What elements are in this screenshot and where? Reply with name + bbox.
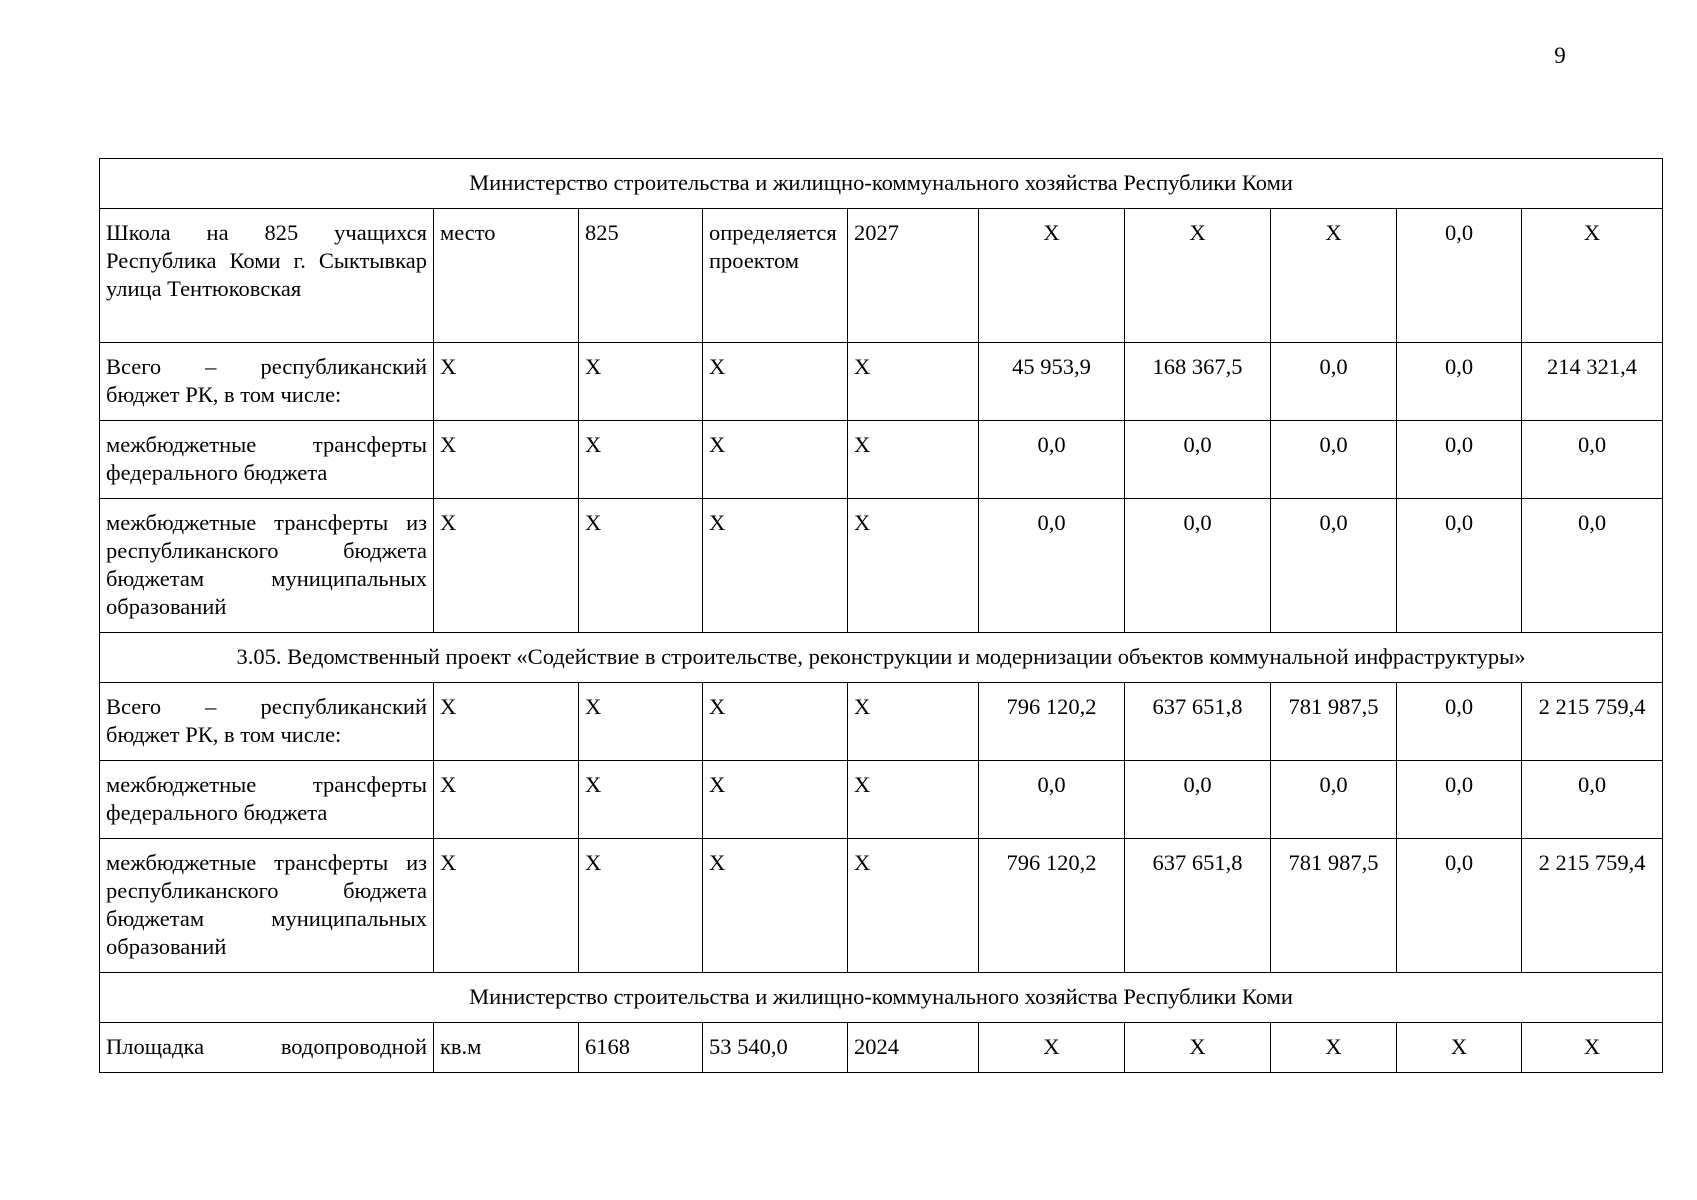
value-cell-1: 0,0 bbox=[979, 761, 1125, 839]
unit-cell: Х bbox=[434, 839, 579, 973]
value-cell-1: 0,0 bbox=[979, 421, 1125, 499]
capacity-cell: 825 bbox=[579, 209, 703, 343]
cost-cell: Х bbox=[703, 421, 848, 499]
table-row bbox=[100, 1023, 1663, 1073]
object-name-cell: Всего – республиканский бюджет РК, в том числе: bbox=[100, 343, 434, 421]
year-cell: Х bbox=[848, 343, 979, 421]
capacity-cell: Х bbox=[579, 499, 703, 633]
cost-cell: Х bbox=[703, 683, 848, 761]
value-cell-1: 796 120,2 bbox=[979, 683, 1125, 761]
year-cell: Х bbox=[848, 761, 979, 839]
value-cell-3: 0,0 bbox=[1271, 761, 1397, 839]
unit-cell: Х bbox=[434, 421, 579, 499]
capacity-cell: Х bbox=[579, 683, 703, 761]
capacity-cell: Х bbox=[579, 421, 703, 499]
value-cell-4: 0,0 bbox=[1397, 421, 1522, 499]
table-row bbox=[100, 683, 1663, 761]
year-cell: Х bbox=[848, 683, 979, 761]
section-header: Министерство строительства и жилищно-коммунального хозяйства Республики Коми bbox=[100, 159, 1663, 209]
table-row bbox=[100, 421, 1663, 499]
value-cell-2: 0,0 bbox=[1125, 421, 1271, 499]
cost-cell: 53 540,0 bbox=[703, 1023, 848, 1073]
object-name-cell: Школа на 825 учащихся Республика Коми г. Сыктывкар улица Тентюковская bbox=[100, 209, 434, 343]
value-cell-3: 0,0 bbox=[1271, 499, 1397, 633]
capacity-cell: 6168 bbox=[579, 1023, 703, 1073]
value-cell-1: Х bbox=[979, 1023, 1125, 1073]
cost-cell: Х bbox=[703, 761, 848, 839]
value-cell-3: Х bbox=[1271, 1023, 1397, 1073]
value-cell-2: Х bbox=[1125, 1023, 1271, 1073]
cost-cell: определяется проектом bbox=[703, 209, 848, 343]
capacity-cell: Х bbox=[579, 839, 703, 973]
year-cell: Х bbox=[848, 839, 979, 973]
value-cell-5: 0,0 bbox=[1522, 761, 1663, 839]
value-cell-2: 637 651,8 bbox=[1125, 683, 1271, 761]
value-cell-4: 0,0 bbox=[1397, 683, 1522, 761]
value-cell-4: 0,0 bbox=[1397, 761, 1522, 839]
value-cell-5: 0,0 bbox=[1522, 421, 1663, 499]
unit-cell: Х bbox=[434, 761, 579, 839]
value-cell-2: 168 367,5 bbox=[1125, 343, 1271, 421]
budget-table bbox=[99, 158, 1663, 1073]
value-cell-1: Х bbox=[979, 209, 1125, 343]
page-number: 9 bbox=[1554, 43, 1566, 68]
cost-cell: Х bbox=[703, 499, 848, 633]
value-cell-2: 0,0 bbox=[1125, 761, 1271, 839]
year-cell: Х bbox=[848, 499, 979, 633]
table-row bbox=[100, 209, 1663, 343]
section-header-row bbox=[100, 973, 1663, 1023]
object-name-cell: межбюджетные трансферты федерального бюджета bbox=[100, 421, 434, 499]
value-cell-5: Х bbox=[1522, 209, 1663, 343]
value-cell-4: 0,0 bbox=[1397, 343, 1522, 421]
object-name-cell: Площадка водопроводной bbox=[100, 1023, 434, 1073]
value-cell-2: Х bbox=[1125, 209, 1271, 343]
value-cell-4: 0,0 bbox=[1397, 839, 1522, 973]
unit-cell: кв.м bbox=[434, 1023, 579, 1073]
table-row bbox=[100, 343, 1663, 421]
value-cell-4: Х bbox=[1397, 1023, 1522, 1073]
section-header: 3.05. Ведомственный проект «Содействие в строительстве, реконструкции и модернизации объектов коммунальной инфраструктуры» bbox=[100, 633, 1663, 683]
unit-cell: Х bbox=[434, 499, 579, 633]
table-row bbox=[100, 761, 1663, 839]
capacity-cell: Х bbox=[579, 761, 703, 839]
cost-cell: Х bbox=[703, 343, 848, 421]
table-row bbox=[100, 839, 1663, 973]
unit-cell: Х bbox=[434, 343, 579, 421]
value-cell-5: 2 215 759,4 bbox=[1522, 683, 1663, 761]
object-name-cell: межбюджетные трансферты из республиканского бюджета бюджетам муниципальных образований bbox=[100, 499, 434, 633]
object-name-cell: Всего – республиканский бюджет РК, в том числе: bbox=[100, 683, 434, 761]
value-cell-2: 637 651,8 bbox=[1125, 839, 1271, 973]
section-header-row bbox=[100, 633, 1663, 683]
cost-cell: Х bbox=[703, 839, 848, 973]
value-cell-3: 0,0 bbox=[1271, 343, 1397, 421]
value-cell-1: 0,0 bbox=[979, 499, 1125, 633]
section-header: Министерство строительства и жилищно-коммунального хозяйства Республики Коми bbox=[100, 973, 1663, 1023]
value-cell-3: Х bbox=[1271, 209, 1397, 343]
year-cell: 2027 bbox=[848, 209, 979, 343]
unit-cell: Х bbox=[434, 683, 579, 761]
object-name-cell: межбюджетные трансферты федерального бюджета bbox=[100, 761, 434, 839]
value-cell-2: 0,0 bbox=[1125, 499, 1271, 633]
year-cell: Х bbox=[848, 421, 979, 499]
value-cell-5: 0,0 bbox=[1522, 499, 1663, 633]
value-cell-3: 0,0 bbox=[1271, 421, 1397, 499]
unit-cell: место bbox=[434, 209, 579, 343]
object-name-cell: межбюджетные трансферты из республиканского бюджета бюджетам муниципальных образований bbox=[100, 839, 434, 973]
year-cell: 2024 bbox=[848, 1023, 979, 1073]
value-cell-3: 781 987,5 bbox=[1271, 683, 1397, 761]
capacity-cell: Х bbox=[579, 343, 703, 421]
section-header-row bbox=[100, 159, 1663, 209]
value-cell-5: 2 215 759,4 bbox=[1522, 839, 1663, 973]
value-cell-1: 796 120,2 bbox=[979, 839, 1125, 973]
value-cell-5: 214 321,4 bbox=[1522, 343, 1663, 421]
table-row bbox=[100, 499, 1663, 633]
value-cell-5: Х bbox=[1522, 1023, 1663, 1073]
value-cell-4: 0,0 bbox=[1397, 209, 1522, 343]
value-cell-4: 0,0 bbox=[1397, 499, 1522, 633]
value-cell-1: 45 953,9 bbox=[979, 343, 1125, 421]
value-cell-3: 781 987,5 bbox=[1271, 839, 1397, 973]
